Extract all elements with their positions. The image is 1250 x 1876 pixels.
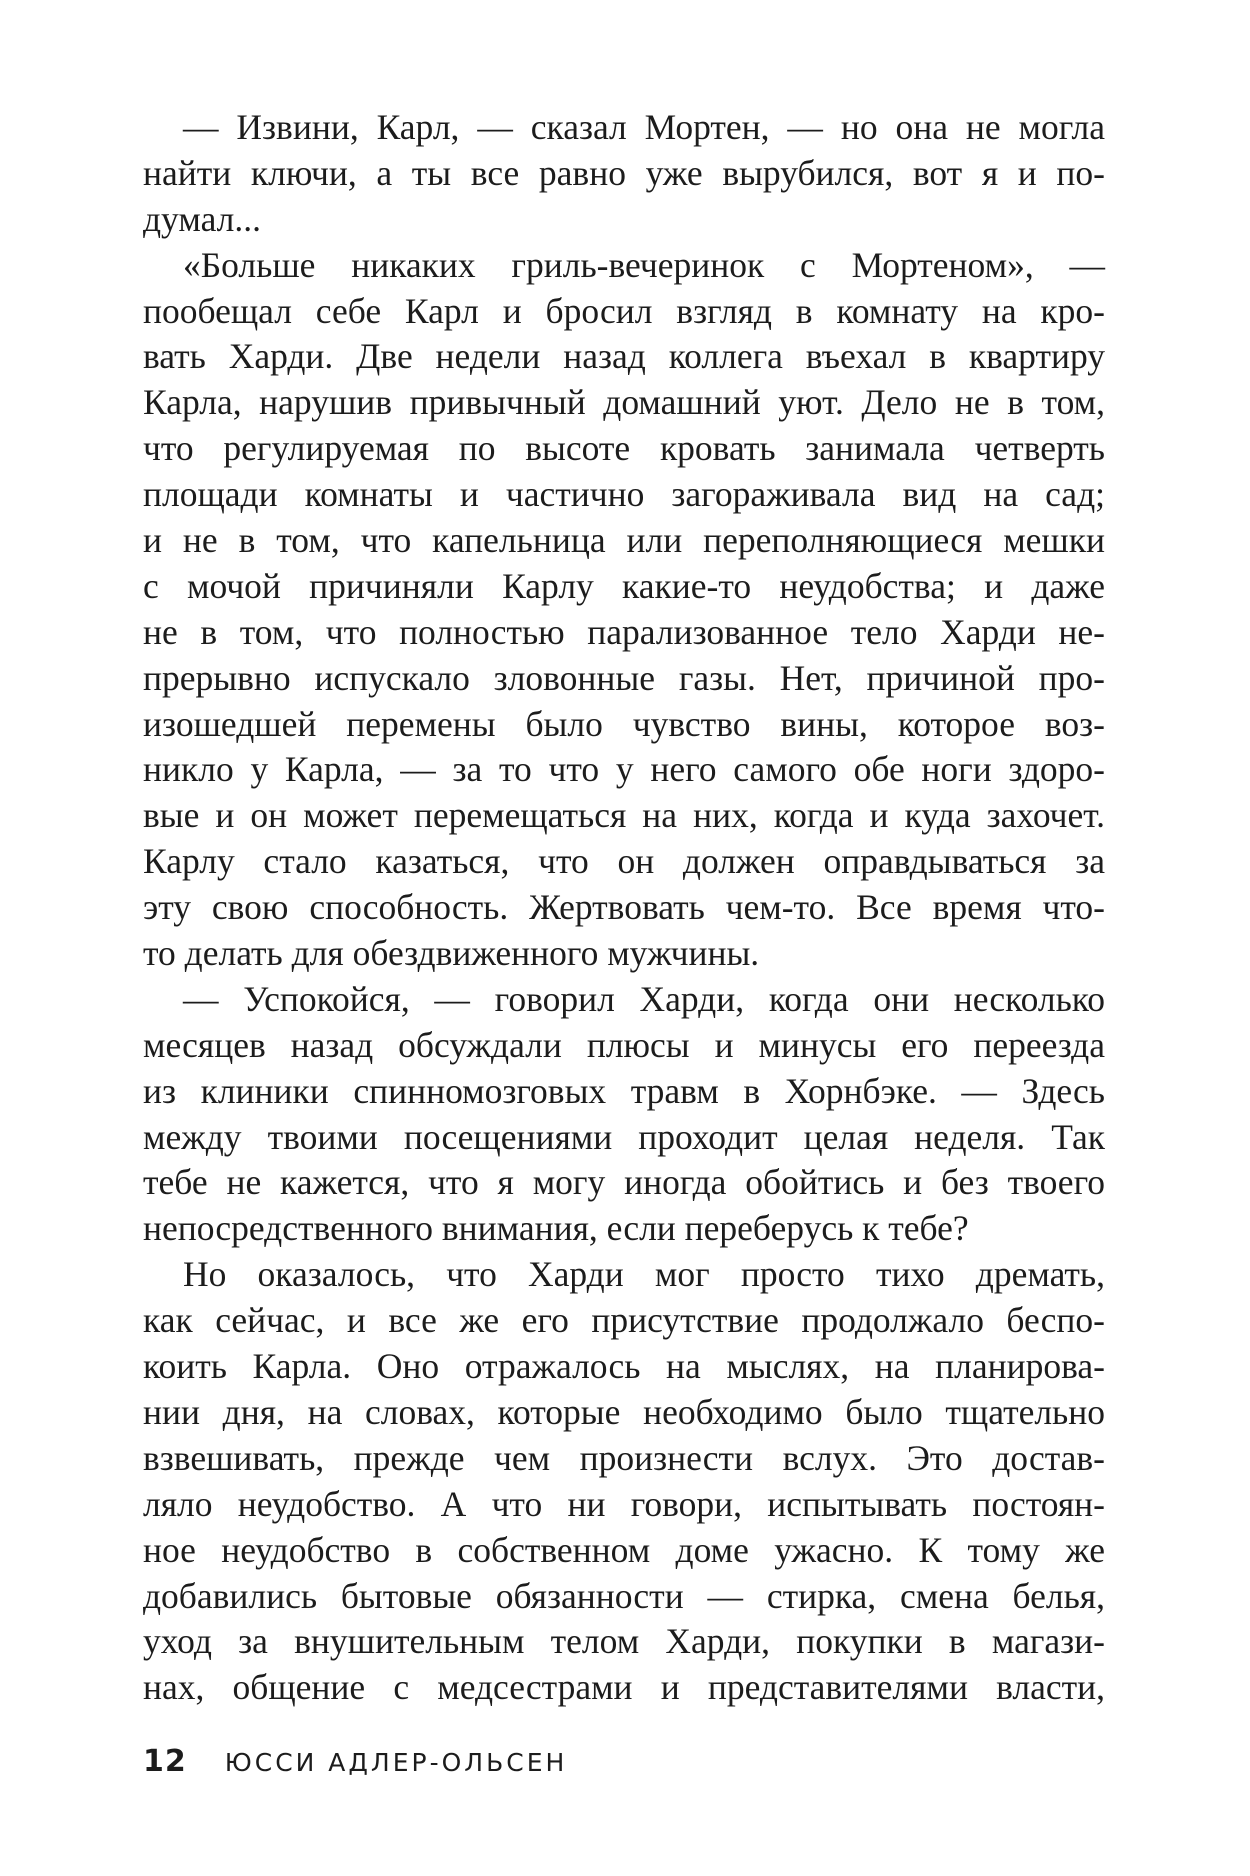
text-line: эту свою способность. Жертвовать чем-то. Все время что- bbox=[143, 887, 1105, 928]
text-line: никло у Карла, — за то что у него самого обе ноги здоро- bbox=[143, 749, 1105, 790]
text-line: Карлу стало казаться, что он должен оправдываться за bbox=[143, 841, 1105, 882]
text-line: взвешивать, прежде чем произнести вслух. Это достав- bbox=[143, 1437, 1105, 1478]
text-line: вые и он может перемещаться на них, когда и куда захочет. bbox=[143, 795, 1105, 836]
text-line: изошедшей перемены было чувство вины, которое воз- bbox=[143, 703, 1105, 744]
text-line: непосредственного внимания, если переберусь к тебе? bbox=[143, 1208, 969, 1249]
text-line: между твоими посещениями проходит целая неделя. Так bbox=[143, 1116, 1105, 1157]
page-footer bbox=[143, 1744, 567, 1784]
text-line: прерывно испускало зловонные газы. Нет, причиной про- bbox=[143, 657, 1105, 698]
body-text bbox=[143, 105, 1105, 1711]
text-line: Карла, нарушив привычный домашний уют. Дело не в том, bbox=[143, 382, 1105, 423]
text-line: добавились бытовые обязанности — стирка, смена белья, bbox=[143, 1575, 1105, 1616]
text-line: то делать для обездвиженного мужчины. bbox=[143, 933, 760, 974]
text-line: месяцев назад обсуждали плюсы и минусы его переезда bbox=[143, 1024, 1105, 1065]
text-line: — Извини, Карл, — сказал Мортен, — но она не могла bbox=[183, 107, 1105, 147]
text-line: тебе не кажется, что я могу иногда обойтись и без твоего bbox=[143, 1162, 1105, 1203]
text-line: и не в том, что капельница или переполняющиеся мешки bbox=[143, 520, 1105, 561]
text-line: «Больше никаких гриль-вечеринок с Мортеном», — bbox=[183, 244, 1105, 285]
text-line: вать Харди. Две недели назад коллега въехал в квартиру bbox=[143, 336, 1105, 377]
text-line: ное неудобство в собственном доме ужасно. К тому же bbox=[143, 1529, 1105, 1570]
text-line: коить Карла. Оно отражалось на мыслях, на планирова- bbox=[143, 1346, 1105, 1387]
text-line: ляло неудобство. А что ни говори, испытывать постоян- bbox=[143, 1483, 1105, 1524]
text-line: нах, общение с медсестрами и представителями власти, bbox=[143, 1667, 1105, 1708]
text-line: что регулируемая по высоте кровать занимала четверть bbox=[143, 428, 1105, 469]
text-line: найти ключи, а ты все равно уже вырубился, вот я и по- bbox=[143, 152, 1105, 193]
text-line: Но оказалось, что Харди мог просто тихо дремать, bbox=[183, 1254, 1105, 1295]
page-number: 12 bbox=[143, 1744, 187, 1779]
text-line: не в том, что полностью парализованное тело Харди не- bbox=[143, 611, 1105, 652]
running-head-author: ЮССИ АДЛЕР-ОЛЬСЕН bbox=[224, 1748, 568, 1777]
text-line: площади комнаты и частично загораживала вид на сад; bbox=[143, 474, 1105, 515]
text-line: из клиники спинномозговых травм в Хорнбэке. — Здесь bbox=[143, 1070, 1105, 1111]
text-line: нии дня, на словах, которые необходимо было тщательно bbox=[143, 1391, 1105, 1432]
text-line: как сейчас, и все же его присутствие продолжало беспо- bbox=[143, 1300, 1105, 1341]
text-line: уход за внушительным телом Харди, покупки в магази- bbox=[143, 1621, 1105, 1662]
text-line: с мочой причиняли Карлу какие-то неудобства; и даже bbox=[143, 565, 1105, 606]
text-line: — Успокойся, — говорил Харди, когда они несколько bbox=[183, 978, 1105, 1019]
text-line: думал... bbox=[143, 198, 261, 239]
text-line: пообещал себе Карл и бросил взгляд в комнату на кро- bbox=[143, 290, 1105, 331]
